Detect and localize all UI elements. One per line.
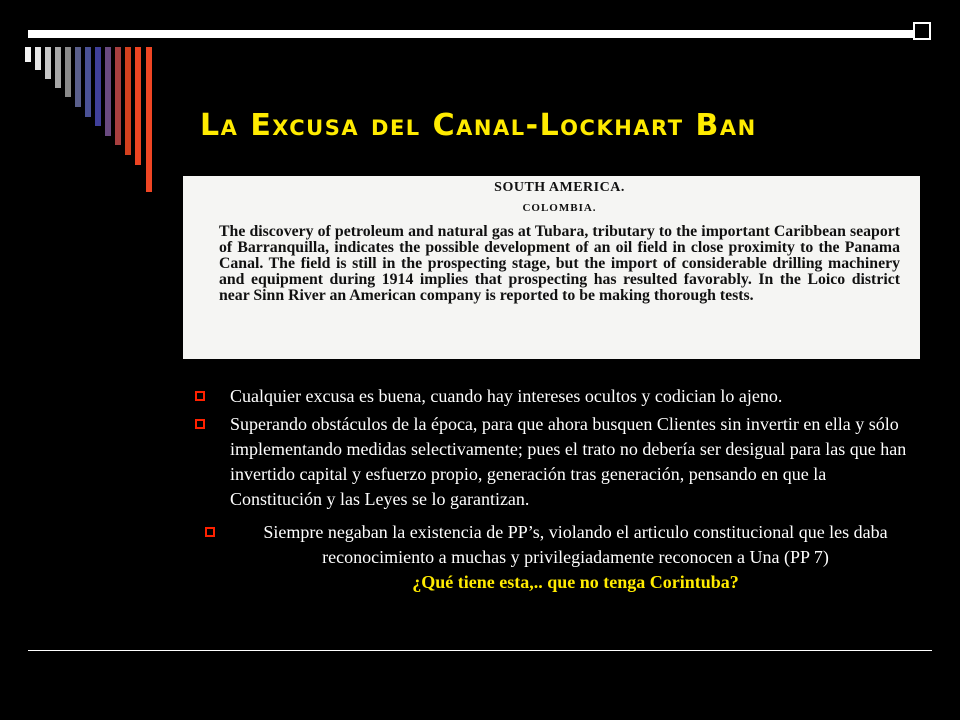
- bullet-item: [195, 384, 920, 409]
- bullet-text: Cualquier excusa es buena, cuando hay intereses ocultos y codician lo ajeno.: [230, 386, 783, 406]
- bullet-item: [195, 520, 920, 595]
- clipping-subheading: COLOMBIA.: [522, 202, 597, 214]
- newspaper-clipping: [183, 176, 920, 359]
- bar-9: [105, 47, 111, 136]
- corner-square: [913, 22, 931, 40]
- bullet-text: Siempre negaban la existencia de PP’s, violando el articulo constitucional que les daba reconocimiento a muchas y privilegiadamente reconocen a Una (PP 7): [263, 522, 888, 567]
- bar-13: [146, 47, 152, 192]
- bar-3: [45, 47, 51, 79]
- bar-1: [25, 47, 31, 62]
- top-rule: [28, 30, 930, 38]
- highlighted-question: ¿Qué tiene esta,.. que no tenga Corintuba?: [412, 572, 739, 592]
- bullet-list: [195, 384, 920, 595]
- bottom-rule: [28, 650, 932, 651]
- clipping-heading: SOUTH AMERICA.: [494, 180, 625, 195]
- slide-title: La Excusa del Canal-Lockhart Ban: [200, 108, 757, 143]
- clipping-body: The discovery of petroleum and natural gas at Tubara, tributary to the important Caribbean seaport of Barranquilla, indicates the possible development of an oil field in close proximity to the Panama Canal. The field is still in the prospecting stage, but the import of considerable drilling machinery and equipment during 1914 implies that prospecting has resulted favorably. In the Loico district near Sinn River an American company is reported to be making thorough tests.: [219, 223, 900, 304]
- bar-4: [55, 47, 61, 88]
- bar-12: [135, 47, 141, 165]
- bullet-item: [195, 412, 920, 512]
- square-bullet-icon: [195, 419, 205, 429]
- bar-10: [115, 47, 121, 145]
- square-bullet-icon: [205, 527, 215, 537]
- bar-7: [85, 47, 91, 117]
- bar-11: [125, 47, 131, 155]
- bar-6: [75, 47, 81, 107]
- bar-8: [95, 47, 101, 126]
- square-bullet-icon: [195, 391, 205, 401]
- bar-2: [35, 47, 41, 70]
- bullet-text: Superando obstáculos de la época, para que ahora busquen Clientes sin invertir en ella y sólo implementando medidas selectivamente; pues el trato no debería ser desigual para las que han invertido capital y esfuerzo propio, generación tras generación, pensando en que la Constitución y las Leyes se lo garantizan.: [230, 414, 907, 509]
- bar-5: [65, 47, 71, 97]
